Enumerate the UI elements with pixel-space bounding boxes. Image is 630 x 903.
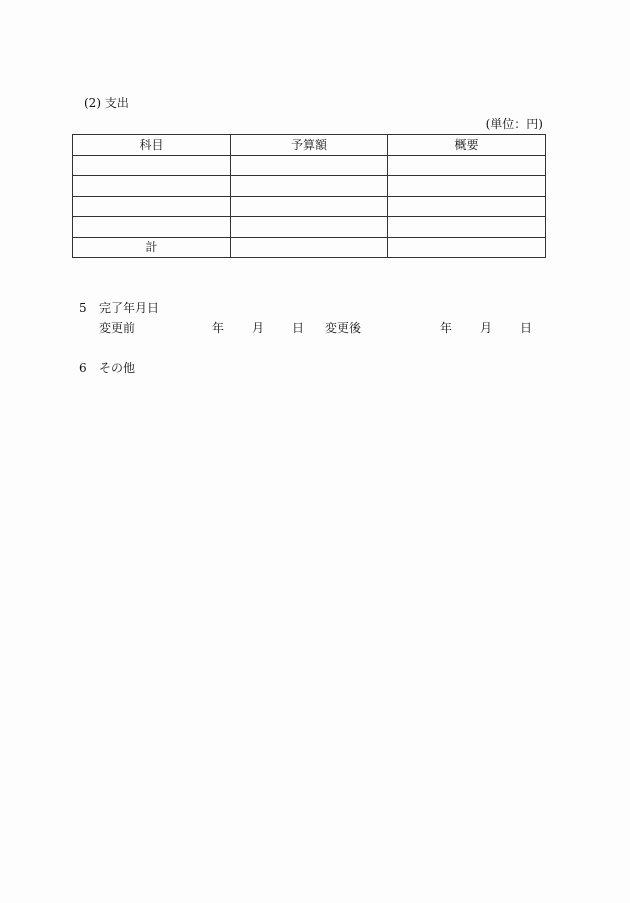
table-cell: [73, 217, 231, 238]
table-cell: [231, 176, 388, 197]
section-heading-other: その他: [99, 361, 136, 375]
expenditure-table: [72, 134, 546, 258]
table-cell: [388, 237, 546, 258]
section-number-5: 5: [79, 301, 87, 315]
year-label: 年: [212, 321, 225, 335]
day-label: 日: [292, 321, 305, 335]
table-cell: [388, 176, 546, 197]
unit-label: (単位：円): [485, 117, 543, 131]
table-row: [73, 196, 546, 217]
table-row: [73, 217, 546, 238]
table-total-row: [73, 237, 546, 258]
table-row: [73, 155, 546, 176]
table-cell: [231, 155, 388, 176]
table-cell: [388, 155, 546, 176]
section-heading-expenditure: (2) 支出: [84, 96, 129, 110]
table-cell: [73, 176, 231, 197]
year-label: 年: [440, 321, 453, 335]
table-cell: [73, 155, 231, 176]
table-cell: [231, 217, 388, 238]
table-cell: [231, 237, 388, 258]
month-label: 月: [480, 321, 493, 335]
column-header-account: 科目: [73, 135, 231, 156]
after-change-label: 変更後: [325, 321, 362, 335]
table-row: [73, 176, 546, 197]
table-cell: [73, 196, 231, 217]
column-header-budget: 予算額: [231, 135, 388, 156]
table-cell: [388, 196, 546, 217]
before-change-label: 変更前: [99, 321, 136, 335]
section-number-6: 6: [79, 361, 87, 375]
table-header-row: [73, 135, 546, 156]
table-cell: [388, 217, 546, 238]
total-label: 計: [73, 237, 231, 258]
day-label: 日: [520, 321, 533, 335]
month-label: 月: [252, 321, 265, 335]
column-header-summary: 概要: [388, 135, 546, 156]
section-heading-completion-date: 完了年月日: [99, 301, 160, 315]
table-cell: [231, 196, 388, 217]
